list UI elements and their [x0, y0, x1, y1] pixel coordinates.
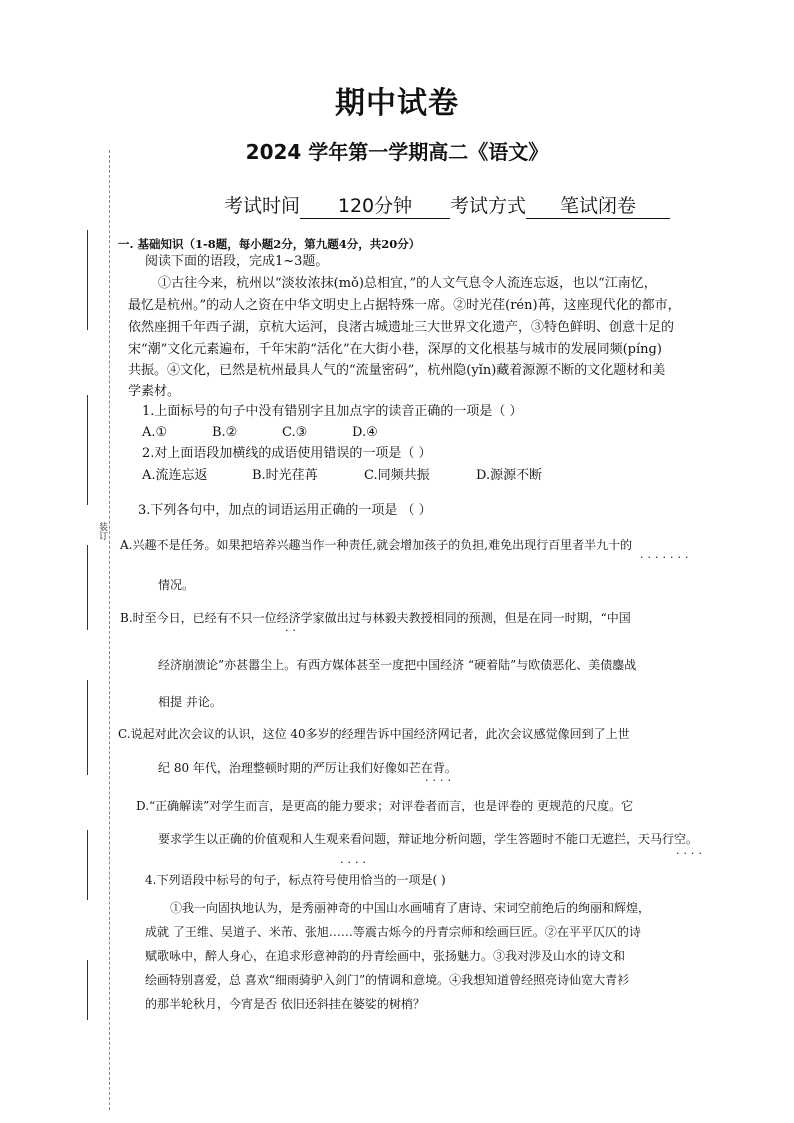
binding-line-segment	[87, 960, 88, 1020]
q3-option-a-line: 情况。	[158, 578, 195, 592]
emphasis-dots: ····	[676, 847, 706, 860]
q3-option-c-line: C.说起对此次会议的认识，这位 40多岁的经理告诉中国经济网记者，此次会议感觉像回到了上世	[118, 727, 630, 741]
passage-line: 依然座拥千年西子湖，京杭大运河，良渚古城遗址三大世界文化遗产，③特色鲜明、创意十足的	[128, 320, 675, 335]
exam-mode-label: 考试方式	[450, 195, 527, 217]
q1-option-a[interactable]: A.①	[142, 425, 168, 440]
emphasis-dots: ····	[340, 856, 370, 869]
question-3-stem: 3.下列各句中，加点的词语运用正确的一项是 （ ）	[138, 503, 432, 518]
q3-option-b-line: 相提 并论。	[158, 695, 222, 709]
q3-option-d-line: D.“正确解读”对学生而言，是更高的能力要求；对评卷者而言，也是评卷的 更规范的尺度。它	[136, 799, 634, 813]
q3-option-d-line: 要求学生以正确的价值观和人生观来看问题，辩证地分析问题，学生答题时不能口无遮拦，天马行空。	[158, 832, 699, 846]
binding-side-note: 装订	[97, 522, 107, 540]
emphasis-dots: ····	[425, 774, 455, 787]
q3-option-b-line: B.时至今日，已经有不只一位经济学家做出过与林毅夫教授相同的预测，但是在同一时期，“中国	[120, 611, 631, 625]
q1-option-b[interactable]: B.②	[212, 425, 238, 440]
question-1-stem: 1.上面标号的句子中没有错别字且加点字的读音正确的一项是（ ）	[142, 404, 523, 419]
q4-passage-line: 赋歌咏中，醉人身心，在追求形意神韵的丹青绘画中，张扬魅力。③我对涉及山水的诗文和	[145, 949, 626, 963]
exam-time-label: 考试时间	[224, 195, 301, 217]
exam-info	[224, 191, 670, 219]
emphasis-dots: ·······	[640, 551, 693, 564]
q1-option-d[interactable]: D.④	[352, 425, 378, 440]
q2-option-d[interactable]: D.源源不断	[476, 468, 543, 483]
q3-option-b-line: 经济崩溃论”亦甚嚣尘上。有西方媒体甚至一度把中国经济 “硬着陆”与欧债恶化、美债鏖战	[158, 658, 637, 672]
exam-mode-value: 笔试闭卷	[526, 191, 670, 219]
passage-line: 最忆是杭州。”的动人之资在中华文明史上占据特殊一席。②时光荏(rén)苒，这座现代化的都市，	[128, 298, 681, 313]
passage-line: ①古往今来，杭州以“淡妆浓抹(mǒ)总相宜，”的人文气息令人流连忘返，也以“江南忆，	[158, 276, 657, 291]
q1-option-c[interactable]: C.③	[282, 425, 308, 440]
passage-line: 宋“潮”文化元素遍布，千年宋韵“活化”在大街小巷，深厚的文化根基与城市的发展同频(pínɡ)	[128, 342, 662, 357]
q4-passage-line: 成就 了王维、吴道子、米芾、张旭……等震古烁今的丹青宗师和绘画巨匠。②在平平仄仄的诗	[145, 925, 641, 939]
page-title: 期中试卷	[335, 86, 459, 121]
binding-line-segment	[87, 395, 88, 505]
emphasis-dots: ··	[285, 624, 300, 637]
passage-line: 共振。④文化，已然是杭州最具人气的“流量密码”，杭州隐(yǐn)藏着源源不断的文化题材和美	[128, 363, 666, 378]
page-subtitle: 2024 学年第一学期高二《语文》	[245, 140, 549, 164]
q2-option-b[interactable]: B.时光荏苒	[252, 468, 318, 483]
q2-option-a[interactable]: A.流连忘返	[142, 468, 208, 483]
q2-option-c[interactable]: C.同频共振	[364, 468, 430, 483]
exam-time-value: 120分钟	[300, 191, 450, 219]
section-heading: 一. 基础知识（1-8题，每小题2分，第九题4分，共20分）	[118, 237, 421, 251]
q4-passage-line: 的那半轮秋月，今宵是否 依旧还斜挂在婆娑的树梢？	[145, 997, 425, 1011]
q3-option-c-line: 纪 80 年代，治理整顿时期的严厉让我们好像如芒在背。	[158, 761, 457, 775]
binding-line-segment	[87, 830, 88, 900]
question-4-stem: 4.下列语段中标号的句子，标点符号使用恰当的一项是( )	[145, 873, 446, 887]
q4-passage-line: 绘画特别喜爱，总 喜欢“细雨骑驴入剑门”的情调和意境。④我想知道曾经照亮诗仙宽大青衫	[145, 973, 630, 987]
passage-line: 学素材。	[128, 384, 181, 399]
binding-line-dashed	[109, 150, 110, 1110]
binding-line-segment	[87, 230, 88, 330]
binding-line-segment	[87, 545, 88, 630]
q3-option-a-line: A.兴趣不是任务。如果把培养兴趣当作一种责任,就会增加孩子的负担,难免出现行百里者半九十的	[120, 538, 633, 552]
question-2-stem: 2.对上面语段加横线的成语使用错误的一项是（ ）	[142, 446, 432, 461]
q4-passage-line: ①我一向固执地认为，是秀丽神奇的中国山水画哺育了唐诗、宋词空前绝后的绚丽和辉煌，	[170, 901, 651, 915]
binding-line-segment	[87, 680, 88, 775]
reading-intro: 阅读下面的语段，完成1~3题。	[145, 254, 329, 269]
